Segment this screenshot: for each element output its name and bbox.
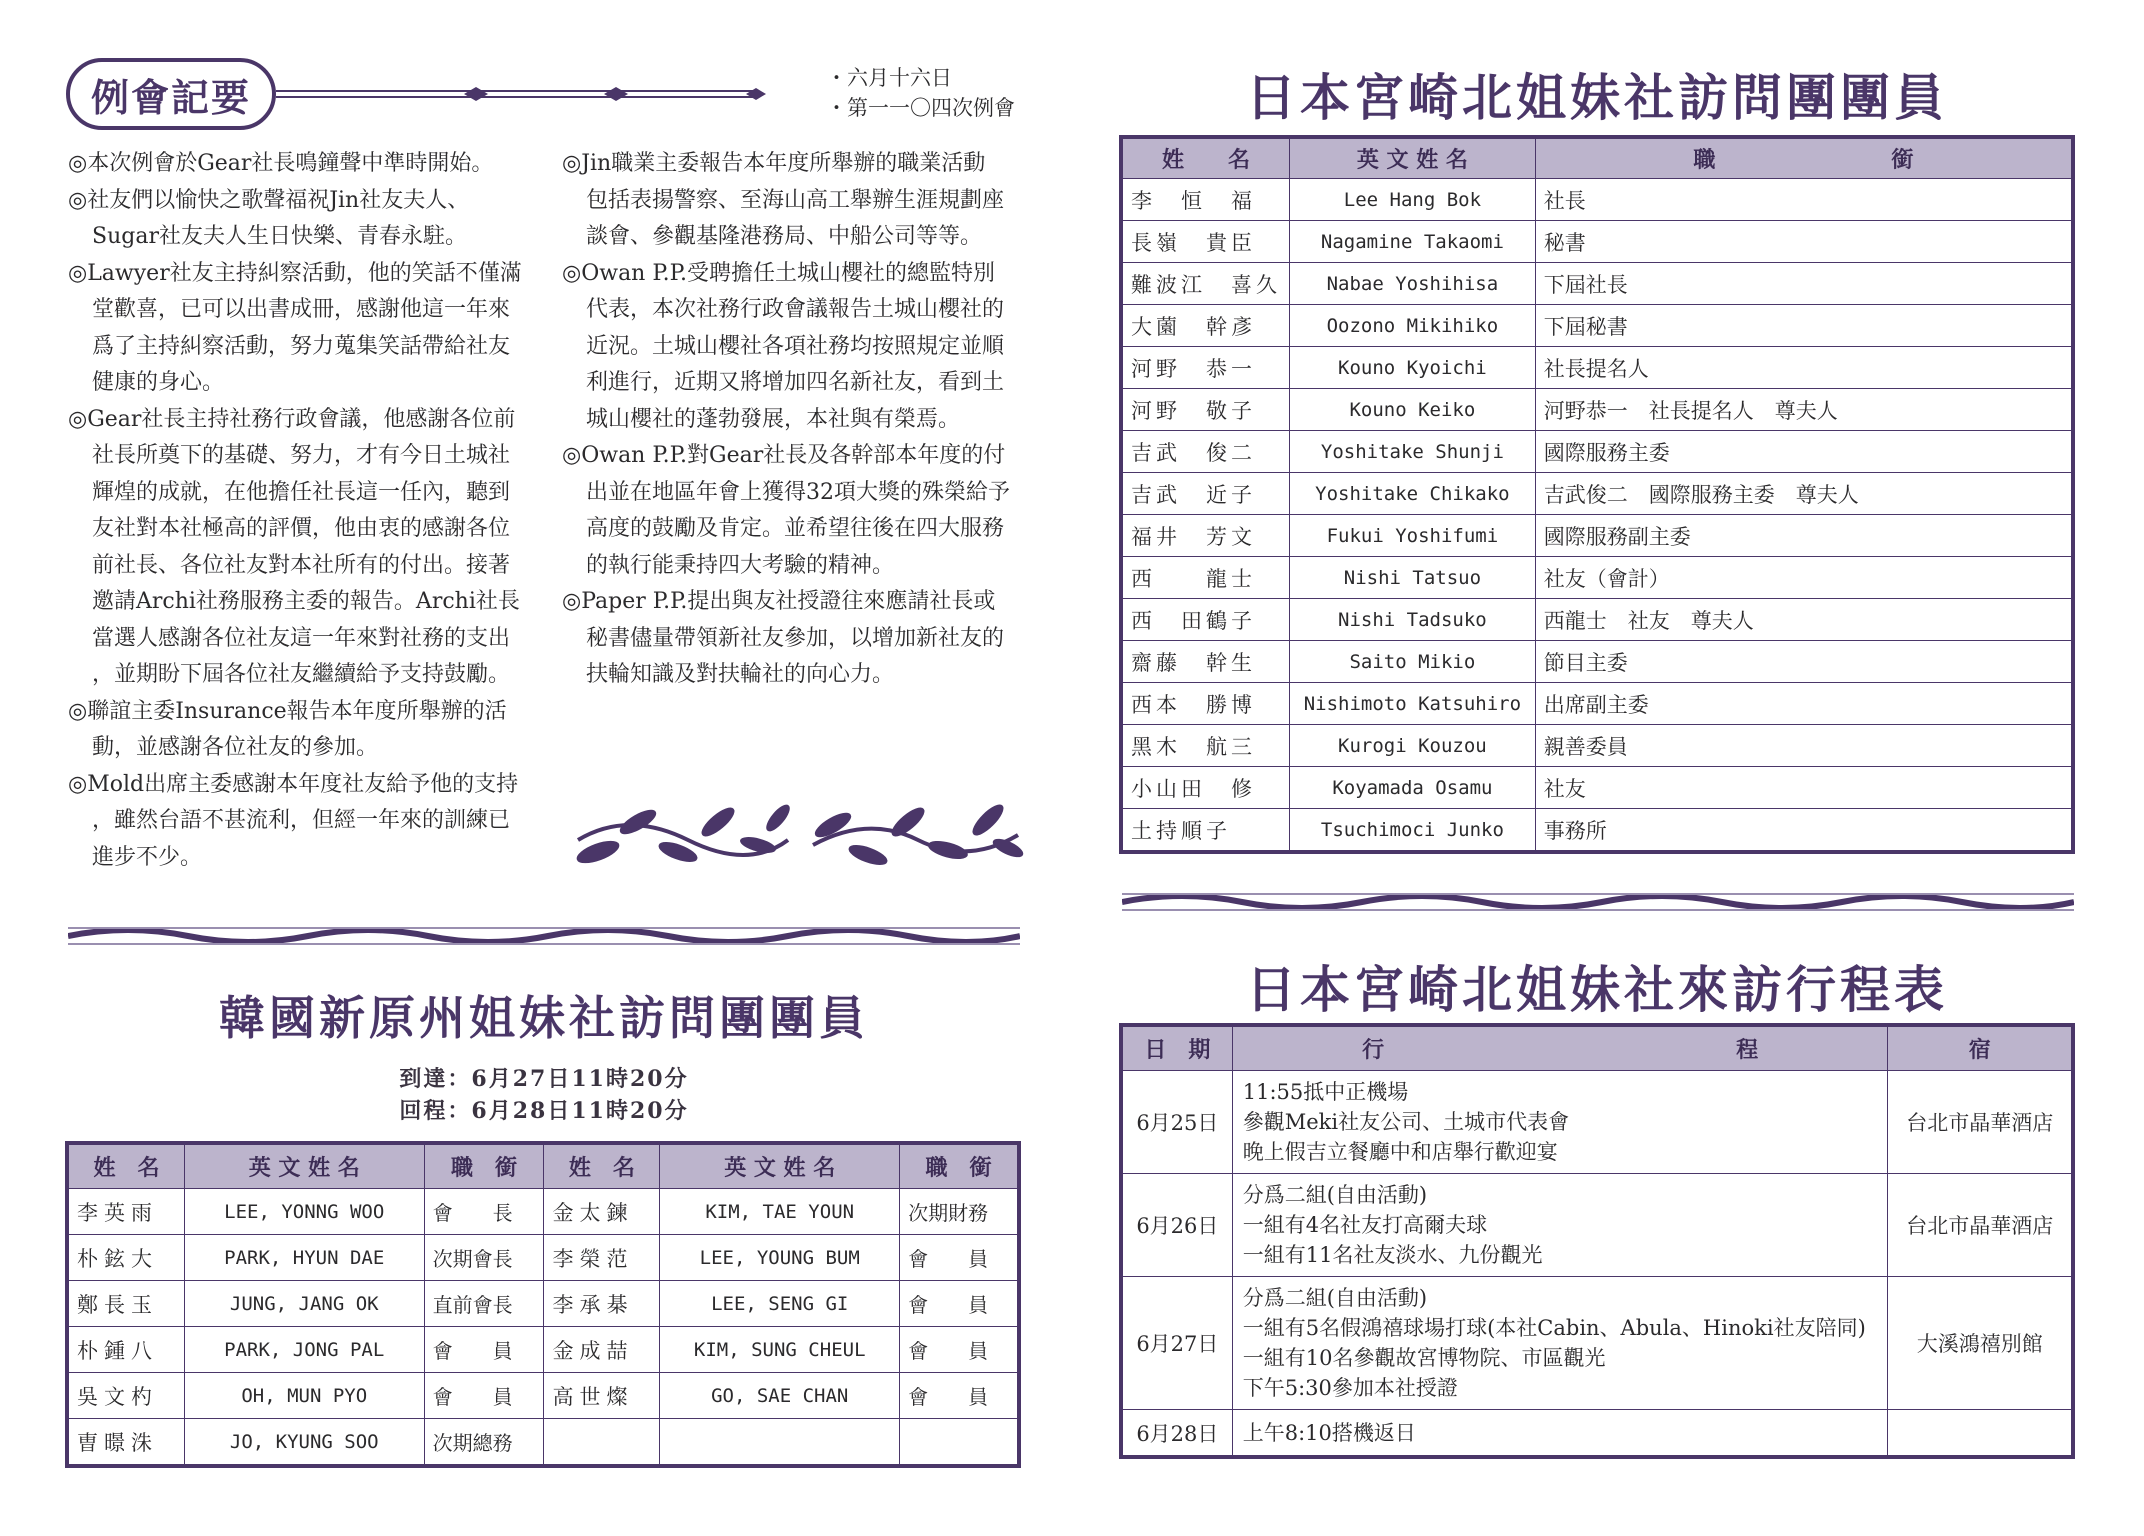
korea-table-cell: OH, MUN PYO — [184, 1373, 424, 1419]
japan-members-header: 姓 名 — [1123, 139, 1290, 179]
schedule-item-line: 分爲二組(自由活動) — [1242, 1183, 1428, 1207]
meeting-note-line: ◎Paper P.P.提出與友社授證往來應請社長或 — [562, 589, 996, 614]
schedule-item-line: 下午5:30參加本社授證 — [1242, 1376, 1458, 1400]
meeting-note-line: 動，並感謝各位社友的參加。 — [92, 735, 379, 760]
japan-members-cell: 長嶺 貴臣 — [1123, 221, 1290, 263]
badge-ornament-line — [276, 84, 766, 106]
japan-schedule-table — [1122, 1026, 2072, 1456]
japan-members-table — [1122, 138, 2072, 851]
korea-table-cell: 會 長 — [424, 1189, 544, 1235]
meeting-note-line: 秘書儘量帶領新社友參加，以增加新社友的 — [586, 625, 1005, 651]
meeting-note-line: 的執行能秉持四大考驗的精神。 — [586, 552, 895, 578]
schedule-row — [1123, 1410, 2072, 1456]
japan-members-cell: 河野恭一 社長提名人 尊夫人 — [1535, 389, 2071, 431]
korea-table-row — [69, 1235, 1018, 1281]
korea-table-cell: LEE, YOUNG BUM — [660, 1235, 900, 1281]
meeting-note-line: 爲了主持糾察活動，努力蒐集笑話帶給社友 — [92, 333, 511, 359]
japan-members-cell: Fukui Yoshifumi — [1290, 515, 1536, 557]
korea-table-cell: LEE, YONNG WOO — [184, 1189, 424, 1235]
korea-table-row — [69, 1189, 1018, 1235]
meeting-note-item — [562, 438, 1032, 584]
korea-table-cell — [900, 1419, 1018, 1465]
meeting-note-line: 談會、參觀基隆港務局、中船公司等等。 — [586, 224, 983, 249]
japan-members-cell: 社友（會計） — [1535, 557, 2071, 599]
japan-members-cell: 吉武俊二 國際服務主委 尊夫人 — [1535, 473, 2071, 515]
japan-members-cell: 節目主委 — [1535, 641, 2071, 683]
japan-members-title: 日本宮崎北姐妹社訪問團團員 — [1246, 69, 1948, 127]
korea-return: 回程：6月28日11時20分 — [399, 1098, 689, 1124]
korea-table-cell: 吳文杓 — [69, 1373, 185, 1419]
japan-members-cell: 河野 恭一 — [1123, 347, 1290, 389]
japan-members-cell: Nagamine Takaomi — [1290, 221, 1536, 263]
schedule-items — [1232, 1277, 1888, 1410]
meeting-note-line: 出並在地區年會上獲得32項大獎的殊榮給予 — [586, 479, 1010, 505]
japan-schedule-title: 日本宮崎北姐妹社來訪行程表 — [1246, 961, 1948, 1019]
meeting-note-line: ◎社友們以愉快之歌聲福祝Jin社友夫人、 — [68, 187, 470, 213]
japan-members-cell: 國際服務副主委 — [1535, 515, 2071, 557]
japan-members-cell: 事務所 — [1535, 809, 2071, 851]
meeting-note-line: ，並期盼下屆各位社友繼續給予支持鼓勵。 — [92, 662, 511, 687]
korea-table-cell: 李榮范 — [544, 1235, 660, 1281]
korea-table-cell: 李英雨 — [69, 1189, 185, 1235]
korea-table-cell: 金成喆 — [544, 1327, 660, 1373]
meeting-note-line: ◎Owan P.P.受聘擔任土城山櫻社的總監特別 — [562, 260, 996, 286]
schedule-stay: 台北市晶華酒店 — [1888, 1071, 2072, 1174]
japan-members-cell: 土持順子 — [1123, 809, 1290, 851]
schedule-row — [1123, 1277, 2072, 1410]
schedule-items — [1232, 1410, 1888, 1456]
meeting-note-line: 友社對本社極高的評價，他由衷的感謝各位 — [92, 516, 511, 541]
japan-members-row — [1123, 473, 2072, 515]
japan-members-cell: Oozono Mikihiko — [1290, 305, 1536, 347]
meeting-note-line: ◎本次例會於Gear社長鳴鐘聲中準時開始。 — [68, 151, 494, 176]
japan-members-cell: 出席副主委 — [1535, 683, 2071, 725]
japan-members-cell: Saito Mikio — [1290, 641, 1536, 683]
schedule-header: 行 程 — [1232, 1027, 1888, 1071]
schedule-item-line: 一組有11名社友淡水、九份觀光 — [1242, 1243, 1543, 1267]
japan-members-row — [1123, 221, 2072, 263]
korea-table-header: 英 文 姓 名 — [660, 1145, 900, 1189]
korea-table-cell: KIM, TAE YOUN — [660, 1189, 900, 1235]
japan-members-row — [1123, 599, 2072, 641]
korea-table-cell: 會 員 — [900, 1373, 1018, 1419]
korea-table-cell: 金太鍊 — [544, 1189, 660, 1235]
schedule-date: 6月27日 — [1123, 1277, 1233, 1410]
schedule-stay: 台北市晶華酒店 — [1888, 1174, 2072, 1277]
japan-members-cell: 下屆社長 — [1535, 263, 2071, 305]
schedule-header: 日 期 — [1123, 1027, 1233, 1071]
korea-table-cell: 朴鍾八 — [69, 1327, 185, 1373]
japan-members-row — [1123, 431, 2072, 473]
meeting-note-line: 高度的鼓勵及肯定。並希望往後在四大服務 — [586, 516, 1005, 541]
japan-members-cell: 黑木 航三 — [1123, 725, 1290, 767]
meeting-note-line: ◎Owan P.P.對Gear社長及各幹部本年度的付 — [562, 443, 1006, 468]
meeting-note-item — [68, 694, 548, 767]
japan-members-cell: Kouno Keiko — [1290, 389, 1536, 431]
japan-members-row — [1123, 515, 2072, 557]
schedule-date: 6月26日 — [1123, 1174, 1233, 1277]
schedule-date: 6月28日 — [1123, 1410, 1233, 1456]
meeting-note-item — [68, 767, 548, 877]
korea-table-row — [69, 1419, 1018, 1465]
japan-members-header: 英 文 姓 名 — [1290, 139, 1536, 179]
korea-table-row — [69, 1327, 1018, 1373]
meeting-note-line: ◎Lawyer社友主持糾察活動，他的笑話不僅滿 — [68, 260, 522, 286]
meeting-note-line: ◎聯誼主委Insurance報告本年度所舉辦的活 — [68, 698, 507, 724]
meeting-note-line: ◎Mold出席主委感謝本年度社友給予他的支持 — [68, 771, 519, 797]
meeting-note-line: 利進行，近期又將增加四名新社友，看到土 — [586, 370, 1005, 395]
japan-members-cell: Nishimoto Katsuhiro — [1290, 683, 1536, 725]
korea-table-cell: 會 員 — [900, 1327, 1018, 1373]
wave-divider-right — [1122, 890, 2074, 914]
japan-members-cell: 福井 芳文 — [1123, 515, 1290, 557]
meeting-note-line: Sugar社友夫人生日快樂、青春永駐。 — [92, 224, 467, 249]
meeting-note-line: 近況。土城山櫻社各項社務均按照規定並順 — [586, 333, 1005, 359]
japan-members-row — [1123, 767, 2072, 809]
korea-table-cell: GO, SAE CHAN — [660, 1373, 900, 1419]
japan-members-cell: 秘書 — [1535, 221, 2071, 263]
schedule-item-line: 一組有5名假鴻禧球場打球(本社Cabin、Abula、Hinoki社友陪同) — [1242, 1316, 1866, 1340]
korea-table-cell: 次期會長 — [424, 1235, 544, 1281]
korea-table-cell: 會 員 — [424, 1327, 544, 1373]
japan-members-row — [1123, 725, 2072, 767]
meeting-badge: 例會記要 — [66, 58, 276, 130]
japan-members-cell: Yoshitake Chikako — [1290, 473, 1536, 515]
japan-members-row — [1123, 641, 2072, 683]
meeting-note-line: 前社長、各位社友對本社所有的付出。接著 — [92, 552, 511, 578]
korea-table-cell: 曺暻洙 — [69, 1419, 185, 1465]
schedule-row — [1123, 1071, 2072, 1174]
meeting-note-line: 代表，本次社務行政會議報告土城山櫻社的 — [586, 297, 1005, 322]
korea-table-cell: 朴鉉大 — [69, 1235, 185, 1281]
japan-members-cell: 社長 — [1535, 179, 2071, 221]
schedule-date: 6月25日 — [1123, 1071, 1233, 1174]
korea-table-header: 姓 名 — [69, 1145, 185, 1189]
japan-members-cell: 西 龍士 — [1123, 557, 1290, 599]
korea-table-cell: 會 員 — [900, 1281, 1018, 1327]
japan-members-row — [1123, 263, 2072, 305]
meeting-note-line: 社長所奠下的基礎、努力，才有今日土城社 — [92, 443, 511, 468]
meeting-note-line: 健康的身心。 — [92, 370, 225, 395]
korea-table-cell — [660, 1419, 900, 1465]
meeting-note-item — [68, 146, 548, 183]
japan-members-cell: 親善委員 — [1535, 725, 2071, 767]
schedule-row — [1123, 1174, 2072, 1277]
schedule-item-line: 11:55抵中正機場 — [1242, 1080, 1409, 1104]
schedule-item-line: 上午8:10搭機返日 — [1242, 1420, 1416, 1445]
korea-table-cell: JUNG, JANG OK — [184, 1281, 424, 1327]
meeting-session: ・第一一〇四次例會 — [826, 96, 1015, 120]
japan-members-cell: Kurogi Kouzou — [1290, 725, 1536, 767]
schedule-item-line: 分爲二組(自由活動) — [1242, 1286, 1428, 1310]
japan-members-cell: 西 田鶴子 — [1123, 599, 1290, 641]
korea-table-cell: 李承棊 — [544, 1281, 660, 1327]
meeting-note-line: 堂歡喜，已可以出書成冊，感謝他這一年來 — [92, 297, 511, 322]
meeting-note-line: ◎Gear社長主持社務行政會議，他感謝各位前 — [68, 406, 516, 432]
japan-members-row — [1123, 809, 2072, 851]
korea-table-cell: 鄭長玉 — [69, 1281, 185, 1327]
meeting-note-line: 進步不少。 — [92, 844, 203, 870]
meeting-note-item — [68, 183, 548, 256]
meeting-notes-column-1 — [68, 146, 548, 876]
korea-table-cell: PARK, JONG PAL — [184, 1327, 424, 1373]
korea-table-header: 姓 名 — [544, 1145, 660, 1189]
japan-members-row — [1123, 389, 2072, 431]
korea-table-cell: PARK, HYUN DAE — [184, 1235, 424, 1281]
japan-members-cell: 河野 敬子 — [1123, 389, 1290, 431]
japan-members-cell: 小山田 修 — [1123, 767, 1290, 809]
meeting-note-item — [562, 146, 1032, 256]
meeting-note-item — [68, 402, 548, 694]
japan-members-cell: Lee Hang Bok — [1290, 179, 1536, 221]
meeting-note-line: ，雖然台語不甚流利，但經一年來的訓練已 — [92, 808, 511, 833]
schedule-stay — [1888, 1410, 2072, 1456]
leaf-vine-ornament — [568, 800, 1028, 880]
korea-arrival: 到達：6月27日11時20分 — [399, 1066, 689, 1092]
japan-members-cell: Nabae Yoshihisa — [1290, 263, 1536, 305]
meeting-note-line: 扶輪知識及對扶輪社的向心力。 — [586, 662, 895, 687]
japan-members-cell: Tsuchimoci Junko — [1290, 809, 1536, 851]
meeting-note-line: 當選人感謝各位社友這一年來對社務的支出 — [92, 625, 511, 651]
meeting-note-line: 邀請Archi社務服務主委的報告。Archi社長 — [92, 589, 520, 614]
meeting-note-line: 城山櫻社的蓬勃發展，本社與有榮焉。 — [586, 406, 961, 432]
korea-table-cell: LEE, SENG GI — [660, 1281, 900, 1327]
wave-divider-left — [68, 924, 1020, 948]
japan-members-row — [1123, 179, 2072, 221]
meeting-note-item — [562, 256, 1032, 439]
korea-table-header: 職 銜 — [424, 1145, 544, 1189]
meeting-note-line: 包括表揚警察、至海山高工舉辦生涯規劃座 — [586, 187, 1005, 213]
korea-table-cell — [544, 1419, 660, 1465]
japan-members-cell: 吉武 俊二 — [1123, 431, 1290, 473]
schedule-item-line: 一組有10名參觀故宮博物院、市區觀光 — [1242, 1346, 1606, 1370]
japan-members-cell: 下屆秘書 — [1535, 305, 2071, 347]
japan-members-cell: Kouno Kyoichi — [1290, 347, 1536, 389]
korea-table-cell: 次期總務 — [424, 1419, 544, 1465]
japan-members-cell: 李 恒 福 — [1123, 179, 1290, 221]
japan-members-cell: 社友 — [1535, 767, 2071, 809]
schedule-items — [1232, 1071, 1888, 1174]
japan-members-cell: 齋藤 幹生 — [1123, 641, 1290, 683]
meeting-date: ・六月十六日 — [826, 66, 952, 90]
japan-members-row — [1123, 347, 2072, 389]
japan-members-cell: 吉武 近子 — [1123, 473, 1290, 515]
korea-table-cell: 高世燦 — [544, 1373, 660, 1419]
japan-members-cell: 大薗 幹彥 — [1123, 305, 1290, 347]
schedule-stay: 大溪鴻禧別館 — [1888, 1277, 2072, 1410]
korea-table-row — [69, 1281, 1018, 1327]
japan-members-cell: Nishi Tatsuo — [1290, 557, 1536, 599]
korea-table-header: 職 銜 — [900, 1145, 1018, 1189]
korea-table-cell: 會 員 — [424, 1373, 544, 1419]
korea-title: 韓國新原州姐妹社訪問團團員 — [219, 991, 869, 1045]
japan-members-row — [1123, 683, 2072, 725]
korea-table-cell: 會 員 — [900, 1235, 1018, 1281]
japan-members-cell: 難波江 喜久 — [1123, 263, 1290, 305]
meeting-note-item — [562, 584, 1032, 694]
korea-table-header: 英 文 姓 名 — [184, 1145, 424, 1189]
schedule-items — [1232, 1174, 1888, 1277]
japan-members-header: 職 銜 — [1535, 139, 2071, 179]
korea-table-row — [69, 1373, 1018, 1419]
meeting-note-line: ◎Jin職業主委報告本年度所舉辦的職業活動 — [562, 151, 986, 176]
japan-members-cell: 西本 勝博 — [1123, 683, 1290, 725]
japan-members-row — [1123, 305, 2072, 347]
korea-table-cell: 次期財務 — [900, 1189, 1018, 1235]
schedule-item-line: 一組有4名社友打高爾夫球 — [1242, 1213, 1488, 1237]
meeting-note-line: 輝煌的成就，在他擔任社長這一任內，聽到 — [92, 479, 511, 505]
japan-members-cell: 國際服務主委 — [1535, 431, 2071, 473]
japan-members-cell: Yoshitake Shunji — [1290, 431, 1536, 473]
schedule-item-line: 參觀Meki社友公司、土城市代表會 — [1242, 1110, 1570, 1134]
korea-members-table — [68, 1144, 1018, 1465]
japan-members-cell: Nishi Tadsuko — [1290, 599, 1536, 641]
japan-members-cell: 社長提名人 — [1535, 347, 2071, 389]
korea-table-cell: JO, KYUNG SOO — [184, 1419, 424, 1465]
schedule-item-line: 晚上假吉立餐廳中和店舉行歡迎宴 — [1242, 1140, 1558, 1164]
korea-table-cell: KIM, SUNG CHEUL — [660, 1327, 900, 1373]
korea-table-cell: 直前會長 — [424, 1281, 544, 1327]
meeting-notes-column-2 — [562, 146, 1032, 694]
japan-members-row — [1123, 557, 2072, 599]
meeting-note-item — [68, 256, 548, 402]
japan-members-cell: 西龍士 社友 尊夫人 — [1535, 599, 2071, 641]
schedule-header: 宿 — [1888, 1027, 2072, 1071]
japan-members-cell: Koyamada Osamu — [1290, 767, 1536, 809]
